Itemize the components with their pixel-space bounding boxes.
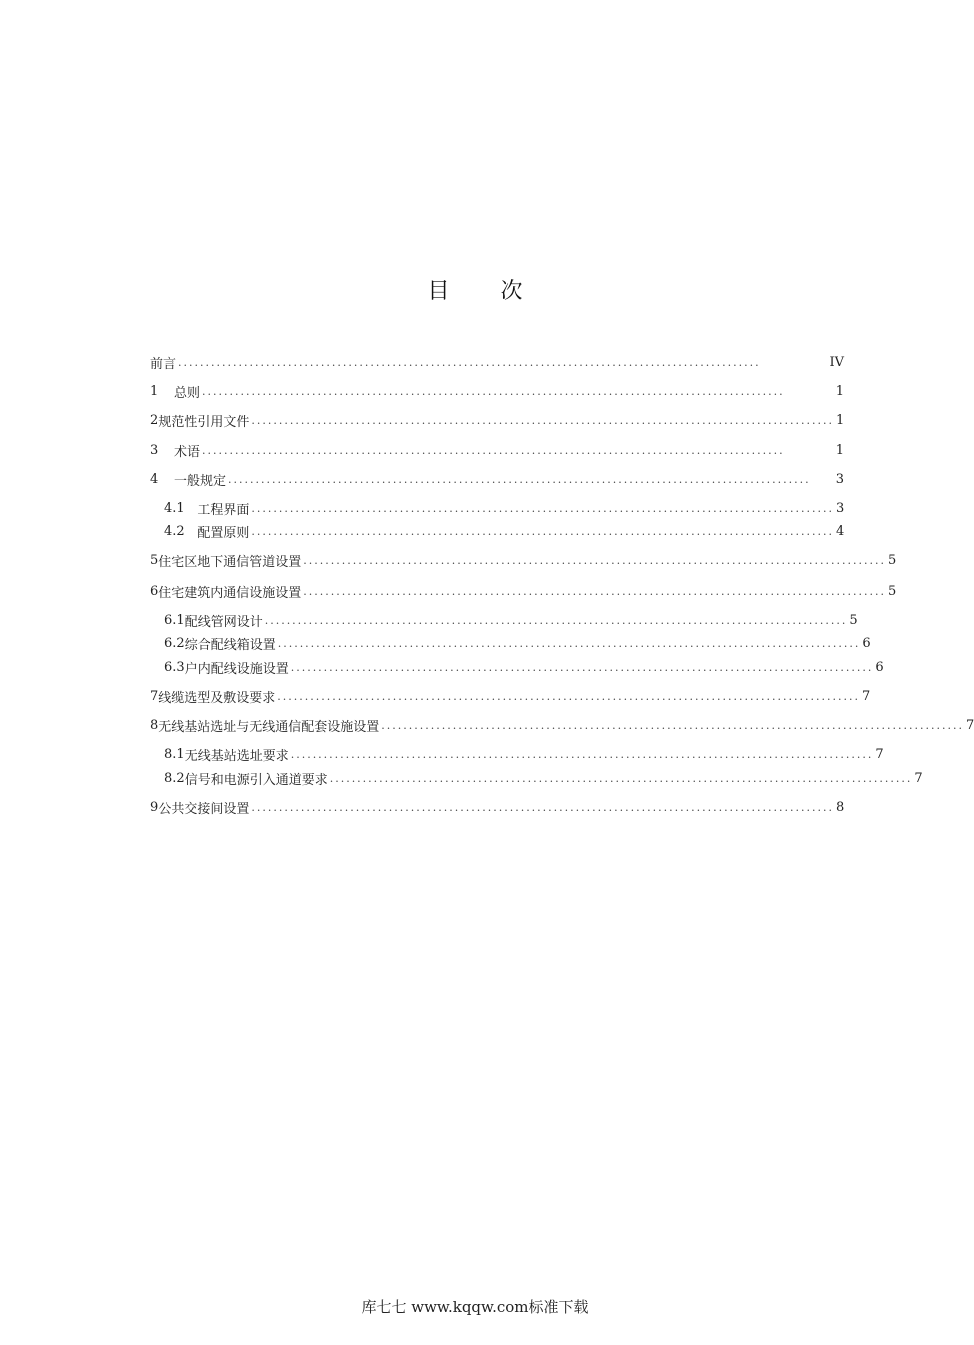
toc-entry-text: 一般规定 (174, 473, 227, 489)
toc-entry-4-1[interactable] (150, 497, 844, 519)
toc-entry-page: 7 (914, 770, 923, 786)
toc-entry-5[interactable] (150, 549, 897, 571)
toc-entry-text: 规范性引用文件 (158, 414, 250, 430)
toc-entry-page: 7 (875, 746, 884, 762)
toc-entry-text: 无线基站选址要求 (184, 748, 289, 764)
toc-leader-dots: .......................................................................................................... (202, 443, 785, 457)
toc-entry-number: 4.2 (164, 523, 185, 539)
toc-entry-number: 6.1 (164, 612, 185, 628)
toc-entry-number: 7 (150, 688, 159, 704)
toc-entry-7[interactable] (150, 685, 871, 707)
toc-entry-page: 7 (861, 688, 871, 704)
toc-entry-page: 1 (836, 412, 845, 428)
toc-entry-page: 3 (836, 500, 845, 516)
toc-entry-text: 线缆选型及敷设要求 (158, 690, 276, 706)
toc-entry-text: 配线管网设计 (184, 614, 263, 630)
toc-leader-dots: .......................................................................................................... (381, 718, 964, 732)
toc-entry-3[interactable] (150, 439, 844, 461)
toc-leader-dots: .......................................................................................................... (264, 613, 848, 627)
toc-entry-6-2[interactable] (150, 632, 871, 654)
toc-entry-page: 4 (836, 523, 845, 539)
toc-entry-page: 5 (849, 612, 858, 628)
toc-entry-page: 5 (887, 552, 897, 568)
toc-entry-text: 工程界面 (197, 502, 250, 518)
toc-entry-4-2[interactable] (150, 520, 844, 542)
toc-entry-number: 9 (150, 799, 159, 815)
toc-entry-page: 8 (836, 799, 845, 815)
toc-entry-foreword[interactable] (150, 351, 844, 373)
toc-entry-page: IV (829, 354, 844, 370)
toc-entry-9[interactable] (150, 796, 844, 818)
toc-leader-dots: .......................................................................................................... (329, 771, 913, 785)
toc-entry-number: 3 (150, 442, 159, 458)
toc-entry-number: 8 (150, 717, 159, 733)
toc-entry-number: 4 (150, 471, 159, 487)
toc-leader-dots: .......................................................................................................... (251, 524, 834, 538)
toc-leader-dots: .......................................................................................................... (290, 747, 874, 761)
toc-entry-number: 1 (150, 383, 159, 399)
toc-entry-text: 术语 (174, 444, 201, 460)
toc-entry-8-1[interactable] (150, 743, 884, 765)
toc-entry-page: 1 (835, 383, 844, 399)
toc-entry-number: 8.2 (164, 770, 185, 786)
toc-leader-dots: .......................................................................................................... (202, 384, 785, 398)
toc-entry-number: 6.3 (164, 659, 185, 675)
toc-leader-dots: .......................................................................................................... (251, 501, 834, 515)
toc-entry-2[interactable] (150, 409, 844, 431)
toc-entry-8-2[interactable] (150, 767, 923, 789)
toc-entry-1[interactable] (150, 380, 844, 402)
toc-entry-text: 户内配线设施设置 (184, 661, 289, 677)
toc-leader-dots: .......................................................................................................... (277, 636, 861, 650)
toc-entry-number: 2 (150, 412, 159, 428)
toc-leader-dots: .......................................................................................................... (303, 553, 886, 567)
toc-entry-text: 总则 (174, 385, 201, 401)
toc-entry-text: 信号和电源引入通道要求 (184, 772, 328, 788)
toc-entry-number: 4.1 (164, 500, 185, 516)
toc-entry-page: 1 (835, 442, 844, 458)
toc-entry-page: 5 (887, 583, 897, 599)
toc-leader-dots: .......................................................................................................... (303, 584, 886, 598)
toc-entry-text: 住宅建筑内通信设施设置 (158, 585, 302, 601)
toc-leader-dots: .......................................................................................................... (251, 800, 834, 814)
toc-entry-number: 5 (150, 552, 159, 568)
toc-entry-6-3[interactable] (150, 656, 884, 678)
toc-leader-dots: .......................................................................................................... (290, 660, 874, 674)
toc-entry-number: 6.2 (164, 635, 185, 651)
toc-entry-page: 6 (875, 659, 884, 675)
toc-entry-text: 前言 (150, 356, 177, 372)
toc-entry-number: 6 (150, 583, 159, 599)
toc-entry-number: 8.1 (164, 746, 185, 762)
toc-leader-dots: .......................................................................................................... (277, 689, 860, 703)
toc-entry-text: 综合配线箱设置 (184, 637, 276, 653)
toc-entry-page: 6 (862, 635, 871, 651)
toc-entry-text: 住宅区地下通信管道设置 (158, 554, 302, 570)
toc-entry-text: 无线基站选址与无线通信配套设施设置 (158, 719, 380, 735)
toc-entry-4[interactable] (150, 468, 844, 490)
toc-leader-dots: .......................................................................................................... (228, 472, 811, 486)
toc-leader-dots: .......................................................................................................... (178, 355, 761, 369)
toc-entry-6[interactable] (150, 580, 897, 602)
toc-entry-page: 7 (965, 717, 974, 733)
footer-watermark: 库七七 www.kqqw.com标准下载 (361, 1298, 589, 1316)
toc-entry-text: 公共交接间设置 (158, 801, 250, 817)
toc-leader-dots: .......................................................................................................... (251, 413, 834, 427)
toc-entry-page: 3 (835, 471, 844, 487)
toc-entry-8[interactable] (150, 714, 974, 736)
toc-entry-6-1[interactable] (150, 609, 858, 631)
page-title: 目 次 (427, 279, 545, 304)
toc-entry-text: 配置原则 (197, 525, 250, 541)
